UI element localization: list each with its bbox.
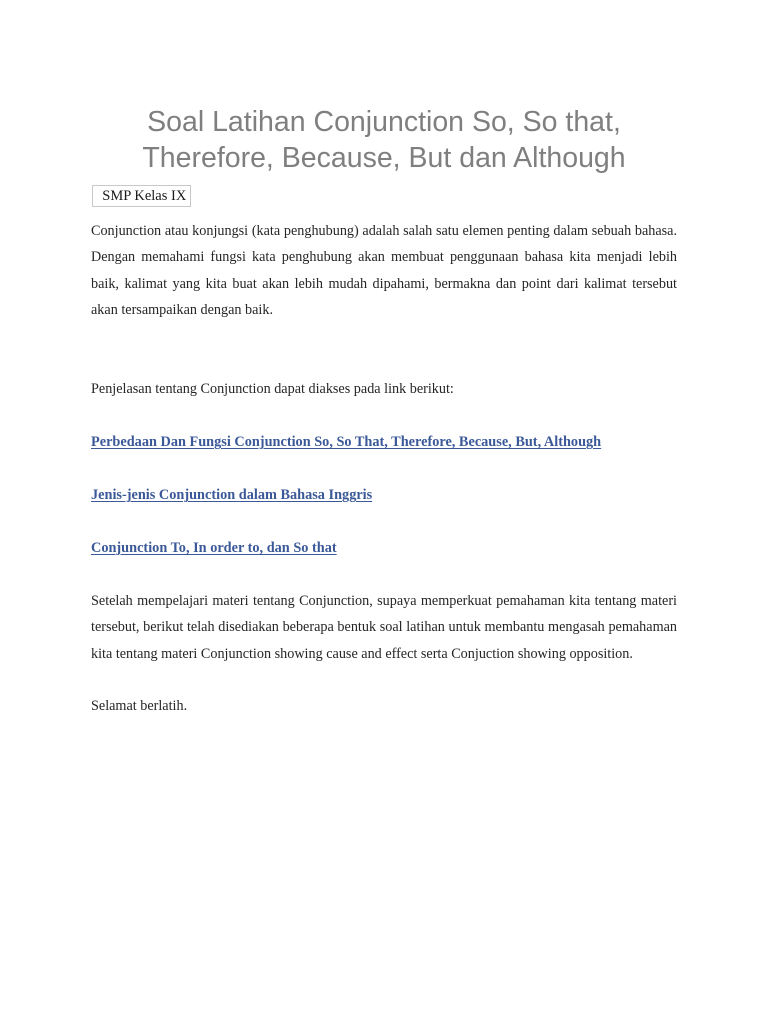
title-line-1: Soal Latihan Conjunction So, So that, (147, 106, 621, 138)
link-conjunction-to-in-order-to[interactable]: Conjunction To, In order to, dan So that (91, 540, 337, 556)
links-intro-text: Penjelasan tentang Conjunction dapat diakses pada link berikut: (91, 381, 454, 397)
page-title (60, 104, 708, 176)
body-paragraph: Setelah mempelajari materi tentang Conjunction, supaya memperkuat pemahaman kita tentang materi tersebut, berikut telah disediakan beberapa bentuk soal latihan untuk membantu mengasah pemahaman kita tentang materi Conjunction showing cause and effect serta Conjuction showing opposition. (91, 593, 677, 662)
closing-text: Selamat berlatih. (91, 698, 188, 714)
link-jenis-jenis-conjunction[interactable]: Jenis-jenis Conjunction dalam Bahasa Inggris (91, 487, 373, 503)
grade-badge: SMP Kelas IX (92, 185, 191, 207)
link-perbedaan-fungsi-conjunction[interactable]: Perbedaan Dan Fungsi Conjunction So, So That, Therefore, Because, But, Although (91, 434, 602, 450)
title-line-2: Therefore, Because, But dan Although (142, 142, 626, 174)
intro-paragraph: Conjunction atau konjungsi (kata penghubung) adalah salah satu elemen penting dalam sebuah bahasa. Dengan memahami fungsi kata penghubung akan membuat penggunaan bahasa kita menjadi lebih baik, kalimat yang kita buat akan lebih mudah dipahami, bermakna dan point dari kalimat tersebut akan tersampaikan dengan baik. (91, 223, 677, 318)
